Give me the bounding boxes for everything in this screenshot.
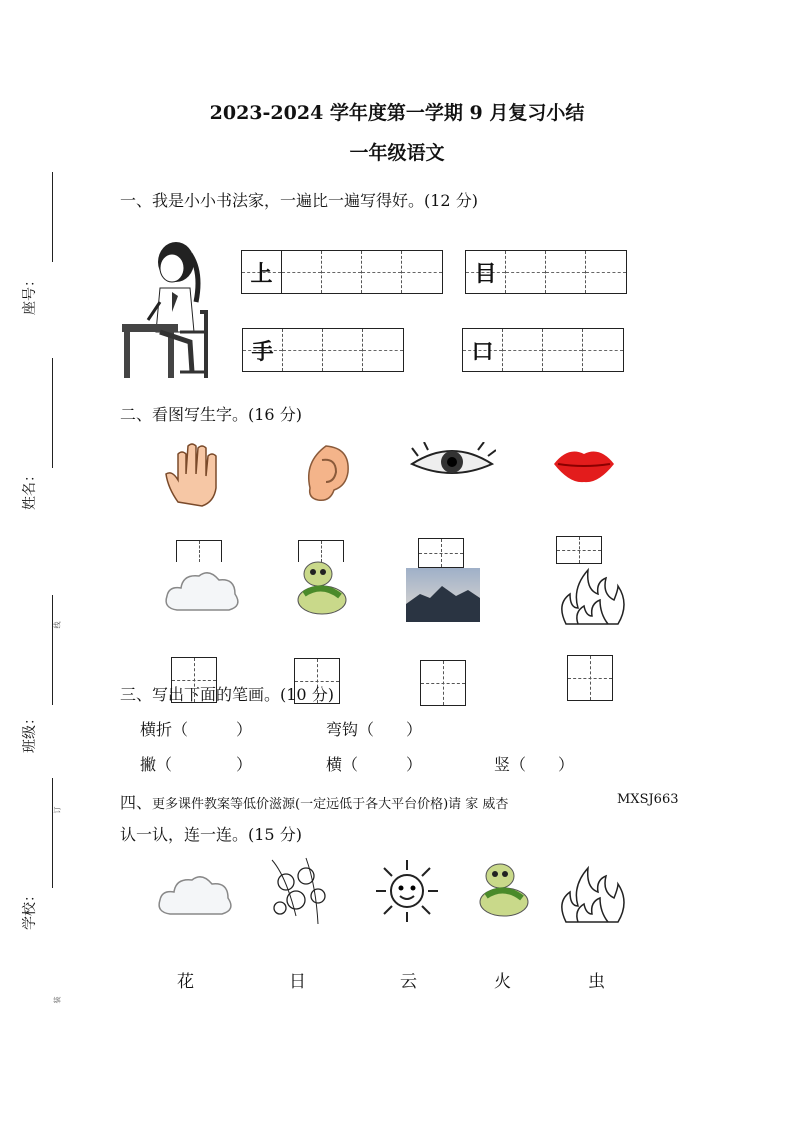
match-char-huo[interactable]: 火 bbox=[494, 972, 511, 992]
binding-mark-1: 线 bbox=[53, 621, 62, 629]
sun-image bbox=[374, 858, 440, 924]
writing-grid-kou[interactable] bbox=[462, 328, 624, 372]
caterpillar-image bbox=[294, 560, 354, 618]
cloud-image bbox=[163, 566, 241, 616]
binding-mark-3: 装 bbox=[53, 996, 62, 1004]
flower-image bbox=[266, 856, 332, 928]
class-label: 班级： bbox=[22, 711, 38, 753]
lips-image bbox=[552, 444, 616, 484]
stroke-hengzhe[interactable]: 横折（ ） bbox=[140, 720, 253, 739]
cloud-image bbox=[156, 870, 234, 920]
binding-line-1 bbox=[52, 172, 53, 262]
caterpillar-image bbox=[476, 862, 536, 920]
section1-heading: 一、我是小小书法家，一遍比一遍写得好。(12 分) bbox=[120, 191, 478, 210]
hand-image bbox=[160, 440, 224, 508]
writing-grid-shang[interactable] bbox=[241, 250, 443, 294]
binding-line-3 bbox=[52, 595, 53, 705]
section2-heading: 二、看图写生字。(16 分) bbox=[120, 405, 302, 424]
tian-box[interactable] bbox=[420, 660, 466, 706]
section4-prefix: 四、 bbox=[120, 793, 153, 812]
writing-grid-shou[interactable] bbox=[242, 328, 404, 372]
binding-line-2 bbox=[52, 358, 53, 468]
tian-box[interactable] bbox=[176, 540, 222, 562]
section4-ad-text: 更多课件教案等低价滋源(一定远低于各大平台价格)请 家 威杏 bbox=[152, 797, 509, 812]
section4-heading bbox=[120, 790, 508, 813]
eye-image bbox=[408, 442, 496, 484]
mountain-image bbox=[406, 568, 480, 622]
match-char-chong[interactable]: 虫 bbox=[588, 972, 605, 992]
stroke-shu[interactable]: 竖（ ） bbox=[494, 755, 575, 774]
match-char-yun[interactable]: 云 bbox=[400, 972, 417, 992]
grid-char: 目 bbox=[474, 261, 497, 287]
grid-char: 上 bbox=[250, 261, 273, 287]
section4-subheading: 认一认，连一连。(15 分) bbox=[120, 825, 302, 844]
ear-image bbox=[298, 442, 354, 504]
girl-writing-image bbox=[120, 232, 212, 380]
stroke-heng[interactable]: 横（ ） bbox=[326, 755, 423, 774]
match-char-ri[interactable]: 日 bbox=[289, 972, 306, 992]
binding-line-4 bbox=[52, 778, 53, 888]
page-title: 2023-2024 学年度第一学期 9 月复习小结 bbox=[209, 102, 585, 124]
section3-heading: 三、写出下面的笔画。(10 分) bbox=[120, 685, 334, 704]
fire-image bbox=[556, 564, 628, 632]
writing-grid-mu[interactable] bbox=[465, 250, 627, 294]
name-label: 姓名： bbox=[22, 468, 38, 510]
match-char-hua[interactable]: 花 bbox=[177, 972, 194, 992]
school-label: 学校： bbox=[22, 888, 38, 930]
tian-box[interactable] bbox=[556, 536, 602, 564]
stroke-pie[interactable]: 撇（ ） bbox=[140, 755, 253, 774]
tian-box[interactable] bbox=[567, 655, 613, 701]
binding-mark-2: 订 bbox=[53, 806, 62, 814]
grid-char: 口 bbox=[471, 339, 494, 365]
page-subtitle: 一年级语文 bbox=[349, 142, 445, 164]
seat-label: 座号： bbox=[22, 273, 38, 315]
tian-box[interactable] bbox=[418, 538, 464, 568]
grid-char: 手 bbox=[251, 339, 274, 365]
tian-box[interactable] bbox=[298, 540, 344, 562]
section4-code: MXSJ663 bbox=[617, 792, 679, 807]
fire-image bbox=[556, 862, 628, 930]
stroke-wangou[interactable]: 弯钩（ ） bbox=[326, 720, 423, 739]
